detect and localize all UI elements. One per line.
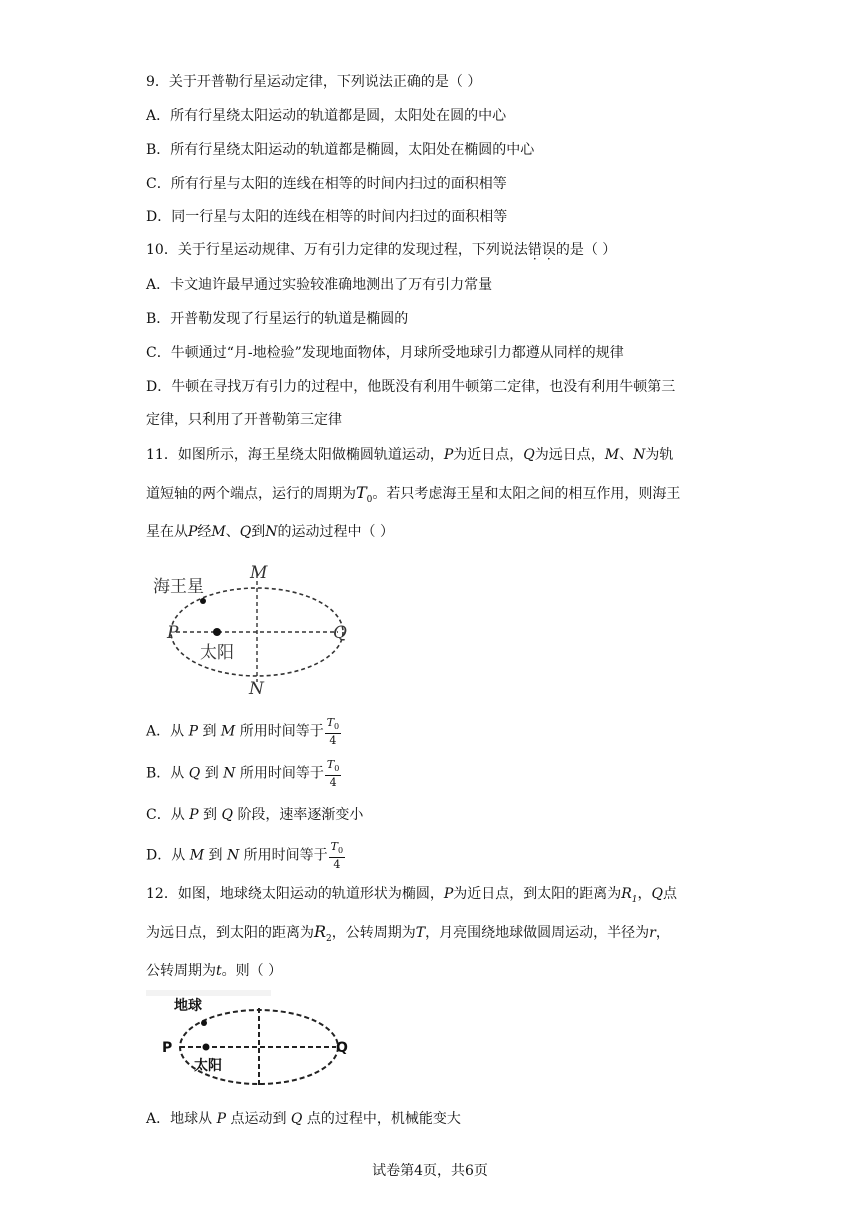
frac-sub: 0 bbox=[337, 846, 344, 856]
frac-den: 4 bbox=[329, 776, 337, 790]
q12-stem-line1 bbox=[146, 885, 677, 909]
opt-text: 到 bbox=[203, 807, 218, 823]
opt-text: 阶段，速率逐渐变小 bbox=[237, 807, 364, 823]
q9-option-c: C．所有行星与太阳的连线在相等的时间内扫过的面积相等 bbox=[146, 176, 507, 192]
opt-text: A．地球从 bbox=[146, 1111, 213, 1127]
opt-text: A．从 bbox=[146, 723, 185, 740]
q12-var-p: P bbox=[443, 886, 454, 902]
q9-stem: 9．关于开普勒行星运动定律，下列说法正确的是（ ） bbox=[146, 74, 482, 90]
earth-label: 地球 bbox=[174, 998, 202, 1014]
q9-option-d: D．同一行星与太阳的连线在相等的时间内扫过的面积相等 bbox=[146, 209, 508, 225]
label-n: N bbox=[249, 679, 264, 698]
q11-text: 。若只考虑海王星和太阳之间的相互作用，则海王 bbox=[372, 486, 681, 502]
q11-var-q: Q bbox=[239, 524, 252, 540]
q11-var-m: M bbox=[211, 524, 226, 540]
q10-stem-a: 10．关于行星运动规律、万有引力定律的发现过程，下列说法 bbox=[146, 242, 528, 258]
frac-num: T bbox=[326, 758, 335, 771]
opt-text: 所用时间等于 bbox=[243, 847, 328, 864]
q11-sub-0: 0 bbox=[366, 494, 373, 505]
q11-text: 为近日点， bbox=[453, 447, 524, 463]
q12-var-r: R bbox=[314, 922, 327, 941]
frac-den: 4 bbox=[333, 858, 341, 872]
q12-stem-line2 bbox=[146, 923, 670, 948]
q10-option-c: C．牛顿通过“月-地检验”发现地面物体，月球所受地球引力都遵从同样的规律 bbox=[146, 345, 624, 361]
q12-sub-2: 2 bbox=[326, 933, 332, 944]
q12-text: 为近日点，到太阳的距离为 bbox=[453, 886, 622, 902]
q12-var-q: Q bbox=[651, 886, 664, 902]
frac-num: T bbox=[326, 716, 335, 729]
q12-text: 点 bbox=[663, 886, 678, 902]
frac-den: 4 bbox=[329, 734, 337, 748]
opt-var: Q bbox=[290, 1111, 303, 1127]
q12-sub-1: 1 bbox=[631, 894, 638, 905]
q11-option-d bbox=[146, 840, 345, 871]
q10-option-d-line2: 定律，只利用了开普勒第三定律 bbox=[146, 412, 342, 428]
q11-stem-line3 bbox=[146, 523, 394, 541]
q11-option-a bbox=[146, 716, 341, 747]
opt-text: D．从 bbox=[146, 847, 186, 864]
q9-option-b: B．所有行星绕太阳运动的轨道都是椭圆，太阳处在椭圆的中心 bbox=[146, 142, 535, 158]
fraction-t0-over-4 bbox=[325, 758, 341, 789]
q11-stem-line1 bbox=[146, 446, 673, 464]
q12-orbit-figure bbox=[146, 990, 366, 1090]
q11-text: 为远日点， bbox=[534, 447, 605, 463]
q11-text: 经 bbox=[197, 524, 212, 540]
q11-text: 的运动过程中（ ） bbox=[277, 524, 394, 540]
q11-orbit-figure bbox=[140, 558, 370, 698]
opt-text: C．从 bbox=[146, 807, 185, 823]
q11-text: 11．如图所示，海王星绕太阳做椭圆轨道运动， bbox=[146, 447, 444, 463]
q12-text: ， bbox=[655, 925, 670, 941]
q12-option-a bbox=[146, 1110, 461, 1128]
label-q: Q bbox=[333, 623, 347, 643]
q11-option-c bbox=[146, 806, 363, 824]
opt-text: 点运动到 bbox=[230, 1111, 287, 1127]
opt-text: 所用时间等于 bbox=[239, 723, 324, 740]
label-p: P bbox=[167, 623, 179, 643]
frac-num: T bbox=[330, 840, 338, 853]
planet-dot bbox=[200, 598, 206, 604]
q12-text: 。则（ ） bbox=[221, 963, 283, 979]
sun-label: 太阳 bbox=[194, 1058, 222, 1074]
q11-var-m: M bbox=[604, 447, 620, 463]
opt-var: M bbox=[189, 847, 205, 864]
q12-text: 公转周期为 bbox=[146, 963, 216, 979]
q11-option-b bbox=[146, 758, 341, 789]
opt-var: P bbox=[216, 1111, 226, 1127]
q11-var-n: N bbox=[633, 447, 646, 463]
opt-text: 到 bbox=[208, 847, 223, 864]
opt-var: P bbox=[189, 807, 199, 823]
frac-sub: 0 bbox=[334, 764, 340, 774]
label-m: M bbox=[250, 563, 268, 583]
opt-var: Q bbox=[188, 765, 201, 782]
planet-label: 海王星 bbox=[153, 577, 204, 597]
sun-dot bbox=[203, 1044, 210, 1051]
page-footer: 试卷第4页，共6页 bbox=[372, 1163, 488, 1179]
q11-text: 、 bbox=[619, 447, 634, 463]
q10-emph-2: 误 bbox=[541, 242, 556, 258]
q11-var-p: P bbox=[188, 524, 198, 540]
q12-text: 为远日点，到太阳的距离为 bbox=[146, 925, 314, 941]
q10-stem bbox=[146, 241, 616, 259]
q11-var-n: N bbox=[265, 524, 278, 540]
fraction-t0-over-4 bbox=[329, 840, 345, 871]
q12-text: ， bbox=[637, 886, 652, 902]
scan-shadow bbox=[146, 990, 271, 996]
q11-stem-line2 bbox=[146, 484, 680, 509]
q12-var-t-lower: t bbox=[216, 963, 222, 979]
q11-text: 到 bbox=[251, 524, 266, 540]
opt-var: M bbox=[220, 723, 236, 740]
q11-text: 、 bbox=[225, 524, 240, 540]
sun-dot bbox=[213, 628, 221, 636]
q10-option-a: A．卡文迪许最早通过实验较准确地测出了万有引力常量 bbox=[146, 277, 493, 293]
opt-text: 点的过程中，机械能变大 bbox=[306, 1111, 461, 1127]
opt-text: 所用时间等于 bbox=[239, 765, 324, 782]
opt-text: B．从 bbox=[146, 765, 185, 782]
label-q: Q bbox=[336, 1040, 348, 1056]
q11-text: 为轨 bbox=[645, 447, 674, 463]
q10-option-d-line1: D．牛顿在寻找万有引力的过程中，他既没有利用牛顿第二定律，也没有利用牛顿第三 bbox=[146, 379, 676, 395]
opt-text: 到 bbox=[202, 723, 217, 740]
q12-text: ，公转周期为 bbox=[331, 925, 416, 941]
opt-var: N bbox=[223, 765, 236, 782]
q10-option-b: B．开普勒发现了行星运行的轨道是椭圆的 bbox=[146, 311, 409, 327]
q12-var-r-lower: r bbox=[649, 925, 656, 941]
q11-var-p: P bbox=[443, 447, 454, 463]
opt-text: 到 bbox=[204, 765, 219, 782]
opt-var: N bbox=[226, 847, 240, 864]
sun-label: 太阳 bbox=[200, 643, 234, 663]
frac-sub: 0 bbox=[334, 722, 340, 732]
q11-var-t: T bbox=[356, 483, 367, 502]
q11-var-q: Q bbox=[523, 447, 535, 463]
q11-text: 道短轴的两个端点，运行的周期为 bbox=[146, 486, 356, 502]
q12-var-r: R bbox=[621, 886, 632, 902]
opt-var: P bbox=[188, 723, 198, 740]
q12-stem-line3 bbox=[146, 962, 282, 980]
q10-stem-b: 的是（ ） bbox=[555, 242, 617, 258]
q12-var-t: T bbox=[415, 925, 426, 941]
q10-emph-1: 错 bbox=[527, 242, 542, 258]
earth-dot bbox=[201, 1020, 207, 1026]
q12-text: ，月亮围绕地球做圆周运动，半径为 bbox=[425, 925, 650, 941]
q11-text: 星在从 bbox=[146, 524, 188, 540]
label-p: P bbox=[162, 1040, 173, 1056]
opt-var: Q bbox=[221, 807, 233, 823]
q12-text: 12．如图，地球绕太阳运动的轨道形状为椭圆， bbox=[146, 886, 444, 902]
fraction-t0-over-4 bbox=[325, 716, 341, 747]
q9-option-a: A．所有行星绕太阳运动的轨道都是圆，太阳处在圆的中心 bbox=[146, 108, 507, 124]
